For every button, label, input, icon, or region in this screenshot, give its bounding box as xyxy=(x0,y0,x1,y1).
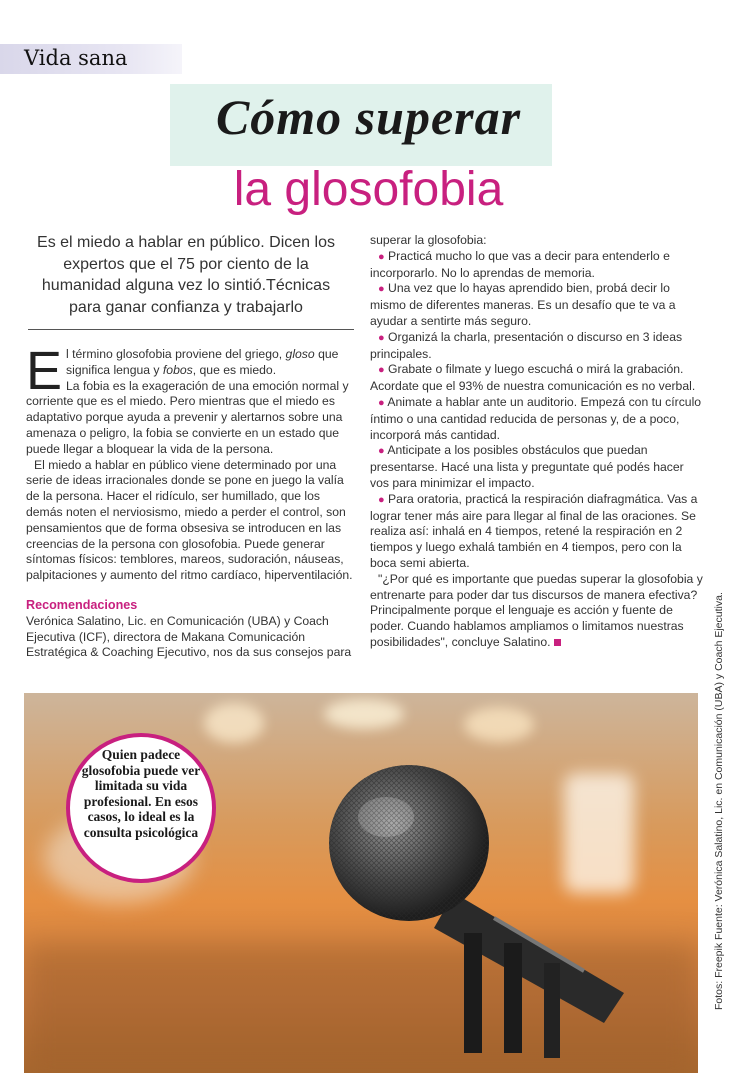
section-label: Vida sana xyxy=(24,46,128,70)
tip-text: Anticipate a los posibles obstáculos que puedan presentarse. Hacé una lista y preguntate qué podés hacer vos para minimizar el impacto. xyxy=(370,443,684,490)
tip-item xyxy=(370,281,705,329)
tip-text: Practicá mucho lo que vas a decir para entenderlo e incorporarlo. No lo aprendas de memoria. xyxy=(370,248,670,280)
tip-item xyxy=(370,443,705,491)
left-column xyxy=(26,341,354,661)
tip-text: Grabate o filmate y luego escuchá o mirá la grabación. Acordate que el 93% de nuestra comunicación es no verbal. xyxy=(370,362,696,394)
tip-text: Para oratoria, practicá la respiración diafragmática. Vas a lograr tener más aire para llegar al final de las oraciones. Se realiza así: inhalá en 4 tiempos, retené la respiración en 2 tiempos y luego exhalá también en 4 tiempos, pero con la boca semi abierta. xyxy=(370,491,698,570)
callout-text: Quien padece glosofobia puede ver limitada su vida profesional. En esos casos, lo ideal es la consulta psicológica xyxy=(81,747,201,840)
end-square-icon xyxy=(554,639,561,646)
right-column xyxy=(370,233,705,651)
tip-text: Una vez que lo hayas aprendido bien, probá decir lo mismo de diferentes maneras. Es un desafío que te va a ayudar a sentirte más seguro. xyxy=(370,281,676,328)
drop-cap: E xyxy=(26,341,63,401)
paragraph: La fobia es la exageración de una emoción normal y corriente que es el miedo. Pero mientras que el miedo es adaptativo porque ayuda a prevenir y alertarnos sobre una amenaza o peligro, la fobia se convierte en un estado que puede llegar a bloquear la vida de la persona. xyxy=(26,378,349,456)
article-title-line1: Cómo superar xyxy=(215,89,522,145)
photo-credit: Fotos: Freepik Fuente: Verónica Salatino, Lic. en Comunicación (UBA) y Coach Ejecutiva. xyxy=(713,592,725,1010)
closing-quote xyxy=(370,572,705,651)
tip-text: Animate a hablar ante un auditorio. Empezá con tu círculo íntimo o una cantidad reducida de personas y, de a poco, incorporá más cantidad. xyxy=(370,394,702,442)
tip-item xyxy=(370,362,705,395)
bullet-icon: ● xyxy=(378,493,385,506)
tip-item xyxy=(370,395,705,443)
bullet-icon: ● xyxy=(378,283,385,296)
bullet-icon: ● xyxy=(378,364,385,377)
lead-paragraph: Es el miedo a hablar en público. Dicen los expertos que el 75 por ciento de la humanidad alguna vez lo sintió.Técnicas para ganar confianza y trabajarlo xyxy=(37,234,335,316)
text-italic: fobos xyxy=(162,362,193,377)
article-title-line2: la glosofobia xyxy=(233,163,504,216)
recommendations-heading: Recomendaciones xyxy=(26,597,138,612)
text-italic: gloso xyxy=(285,347,315,361)
callout-circle xyxy=(66,733,216,883)
bullet-icon: ● xyxy=(378,445,385,458)
tip-item xyxy=(370,492,705,572)
bullet-icon: ● xyxy=(378,396,385,409)
text-run: que significa lengua y xyxy=(66,347,339,377)
text-run: l término glosofobia proviene del griego, xyxy=(66,347,286,361)
quote-text: "¿Por qué es importante que puedas superar la glosofobia y entrenarte para poder dar tus discursos de manera efectiva? Principalmente porque el lenguaje es acción y fuente de poder. Cuando hablamos ampliamos o limitamos nuestras posibilidades", concluye Salatino. xyxy=(370,571,703,649)
tip-item xyxy=(370,249,705,282)
paragraph: El miedo a hablar en público viene determinado por una serie de ideas irracionales donde se pone en juego la valía de la persona. Hacer el ridículo, ser humillado, que los demás noten el nerviosismo, miedo a perder el control, son pensamientos que de forma obsesiva se introducen en las creencias de la persona con glosofobia. Puede generar síntomas físicos: temblores, mareos, sudoración, náuseas, palpitaciones y aumento del ritmo cardíaco, hiperventilación. xyxy=(26,457,353,583)
section-tab xyxy=(0,44,182,74)
bullet-icon: ● xyxy=(378,331,385,344)
text-run: , que es miedo. xyxy=(192,362,277,377)
paragraph: superar la glosofobia: xyxy=(370,233,487,247)
tip-text: Organizá la charla, presentación o discurso en 3 ideas principales. xyxy=(370,329,683,361)
tip-item xyxy=(370,330,705,363)
lead-divider xyxy=(28,329,354,330)
paragraph: Verónica Salatino, Lic. en Comunicación (UBA) y Coach Ejecutiva (ICF), directora de Makana Comunicación Estratégica & Coaching Ejecutivo, nos da sus consejos para xyxy=(26,613,352,660)
bullet-icon: ● xyxy=(378,250,385,263)
intro-paragraph xyxy=(26,341,354,401)
